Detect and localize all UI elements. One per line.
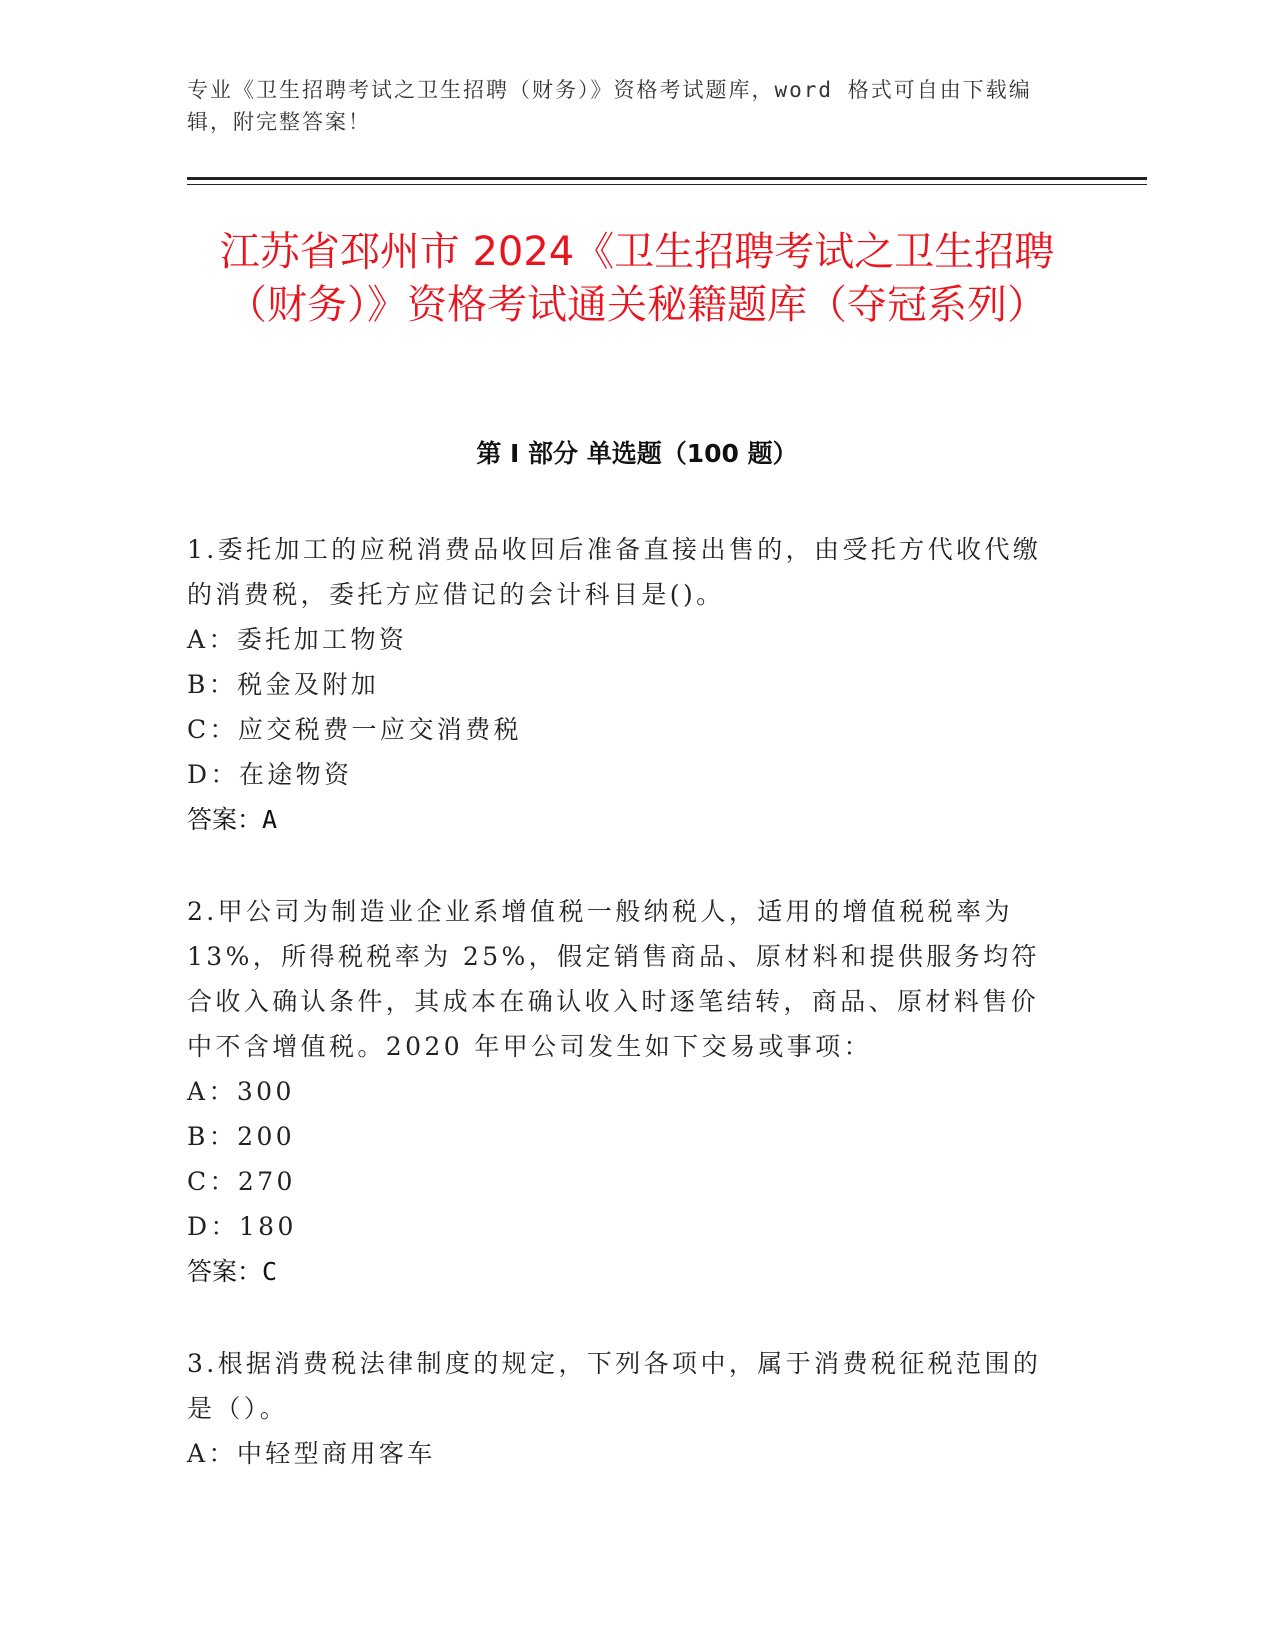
- header-divider-thin: [187, 184, 1147, 185]
- option-a: A：委托加工物资: [187, 625, 408, 654]
- option-d: D：180: [187, 1212, 297, 1241]
- option-a: A：中轻型商用客车: [187, 1439, 436, 1468]
- option-a: A：300: [187, 1077, 295, 1106]
- question-stem: 2.甲公司为制造业企业系增值税一般纳税人，适用的增值税税率为 13%，所得税税率为 25%，假定销售商品、原材料和提供服务均符合收入确认条件，其成本在确认收入时逐笔结转，商品、原材料售价中不含增值税。2020 年甲公司发生如下交易或事项：: [187, 897, 1040, 1061]
- header-note: 专业《卫生招聘考试之卫生招聘（财务）》资格考试题库，word 格式可自由下载编辑，附完整答案！: [187, 78, 1032, 134]
- option-b: B：200: [187, 1122, 296, 1151]
- answer-line: 答案：A: [187, 805, 278, 834]
- section-title: 第 I 部分 单选题（100 题）: [476, 439, 798, 468]
- question-list: [187, 527, 1067, 1523]
- question-stem: 1.委托加工的应税消费品收回后准备直接出售的，由受托方代收代缴的消费税，委托方应借记的会计科目是()。: [187, 535, 1042, 609]
- option-d: D：在途物资: [187, 760, 353, 789]
- question-2: [187, 889, 1067, 1294]
- question-stem: 3.根据消费税法律制度的规定，下列各项中，属于消费税征税范围的是（）。: [187, 1349, 1042, 1423]
- option-c: C：应交税费一应交消费税: [187, 715, 522, 744]
- option-c: C：270: [187, 1167, 296, 1196]
- header-divider-thick: [187, 177, 1147, 180]
- document-title: 江苏省邳州市 2024《卫生招聘考试之卫生招聘（财务）》资格考试通关秘籍题库（夺冠系列）: [219, 229, 1055, 328]
- answer-line: 答案：C: [187, 1257, 278, 1286]
- question-3: [187, 1341, 1067, 1476]
- option-b: B：税金及附加: [187, 670, 380, 699]
- question-1: [187, 527, 1067, 842]
